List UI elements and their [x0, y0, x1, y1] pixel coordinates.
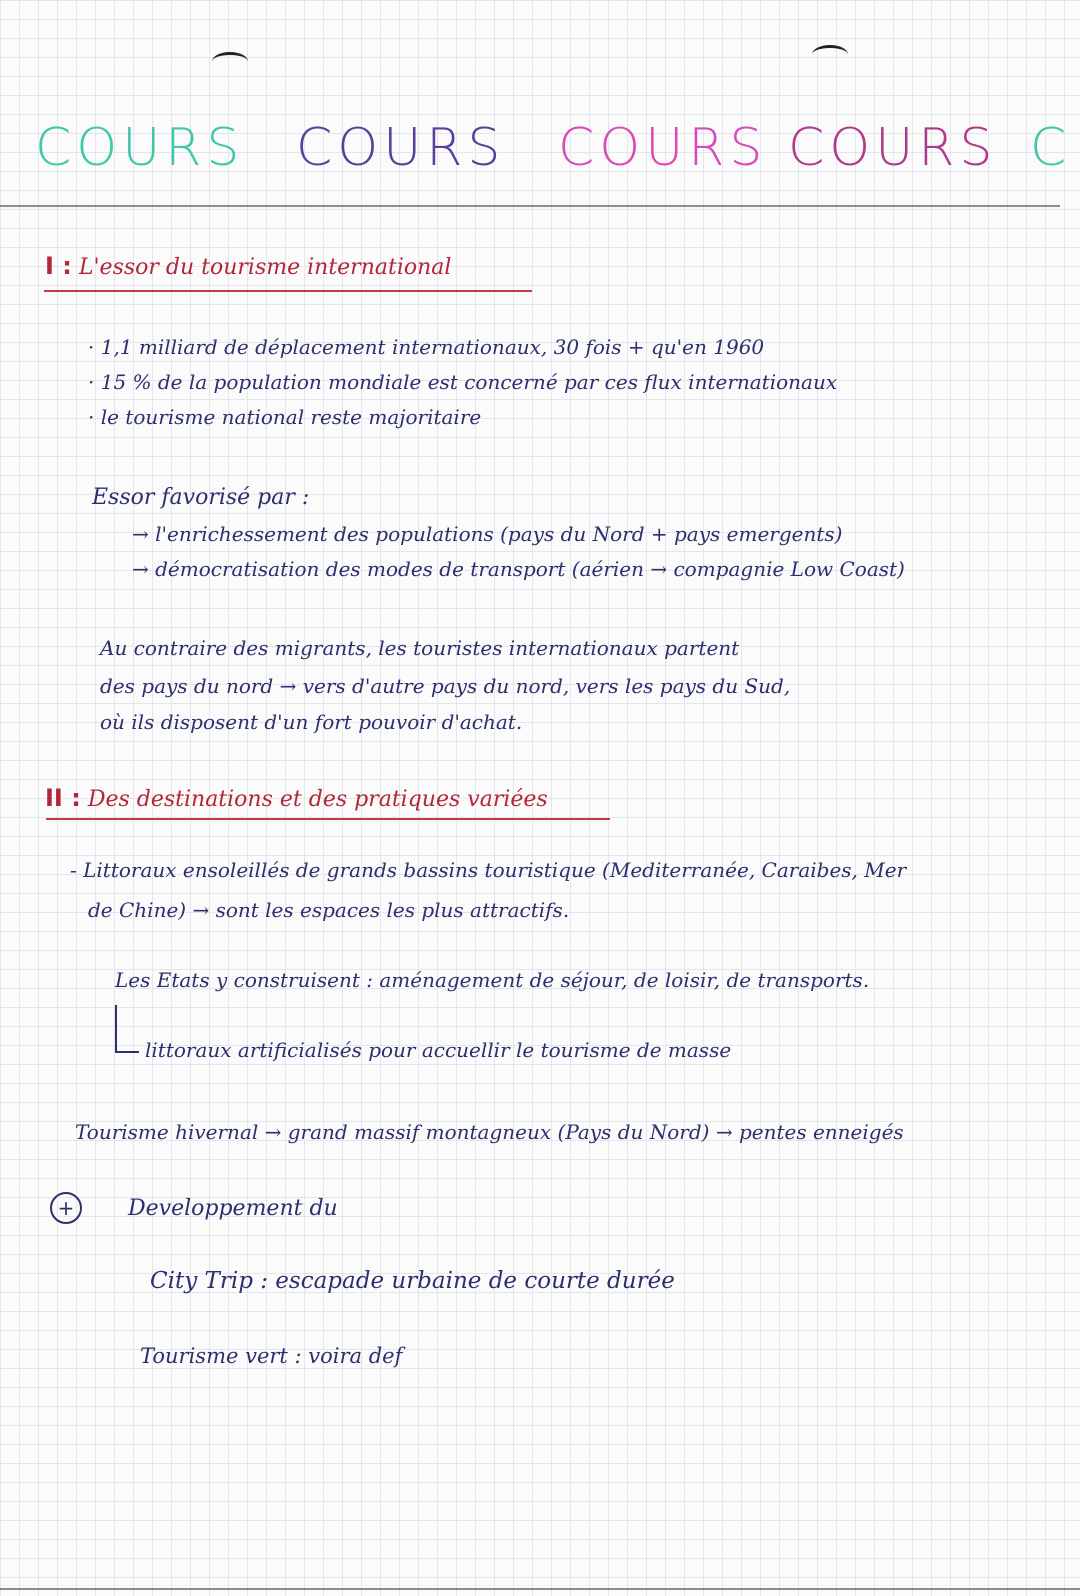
essor-item-2: → démocratisation des modes de transport (aérien → compagnie Low Coast) [132, 557, 905, 581]
header-word-1: COURS [35, 118, 245, 178]
header-divider [0, 205, 1060, 207]
footer-divider [0, 1588, 1080, 1590]
section2-line-3: Les Etats y construisent : aménagement de séjour, de loisir, de transports. [115, 968, 870, 992]
section1-bullet-2: · 15 % de la population mondiale est concerné par ces flux internationaux [88, 370, 838, 394]
header-word-5: C [1030, 118, 1072, 178]
section1-heading [45, 252, 451, 280]
binder-hole-right [812, 45, 848, 64]
section2-title: Des destinations et des pratiques variées [87, 787, 548, 812]
section1-bullet-1: · 1,1 milliard de déplacement internationaux, 30 fois + qu'en 1960 [88, 335, 765, 359]
header-word-4: COURS [788, 118, 998, 178]
binder-hole-left [212, 52, 248, 71]
tourisme-vert-line: Tourisme vert : voira def [140, 1344, 403, 1368]
section1-paragraph-line-2: des pays du nord → vers d'autre pays du nord, vers les pays du Sud, [100, 674, 791, 698]
section2-underline [46, 818, 610, 820]
section1-underline [44, 290, 532, 292]
section2-number: II : [45, 784, 81, 812]
plus-circle-icon: + [50, 1192, 82, 1224]
section2-line-4: littoraux artificialisés pour accuellir le tourisme de masse [145, 1038, 732, 1062]
section2-heading [45, 784, 548, 812]
development-label: Developpement du [128, 1196, 338, 1221]
city-trip-line: City Trip : escapade urbaine de courte durée [150, 1268, 675, 1294]
section1-paragraph-line-1: Au contraire des migrants, les touristes internationaux partent [100, 636, 740, 660]
section1-bullet-3: · le tourisme national reste majoritaire [88, 405, 482, 429]
essor-intro: Essor favorisé par : [92, 485, 310, 510]
header-word-2: COURS [296, 118, 506, 178]
section2-line-2: de Chine) → sont les espaces les plus attractifs. [88, 898, 570, 922]
section2-line-5: Tourisme hivernal → grand massif montagneux (Pays du Nord) → pentes enneigés [75, 1120, 904, 1144]
section1-number: I : [45, 252, 72, 280]
section1-title: L'essor du tourisme international [78, 255, 452, 280]
essor-item-1: → l'enrichessement des populations (pays du Nord + pays emergents) [132, 522, 843, 546]
section1-paragraph-line-3: où ils disposent d'un fort pouvoir d'achat. [100, 710, 523, 734]
arrow-bracket-icon [115, 1005, 139, 1053]
header-word-3: COURS [558, 118, 768, 178]
section2-line-1: - Littoraux ensoleillés de grands bassins touristique (Mediterranée, Caraibes, Mer [70, 858, 907, 882]
